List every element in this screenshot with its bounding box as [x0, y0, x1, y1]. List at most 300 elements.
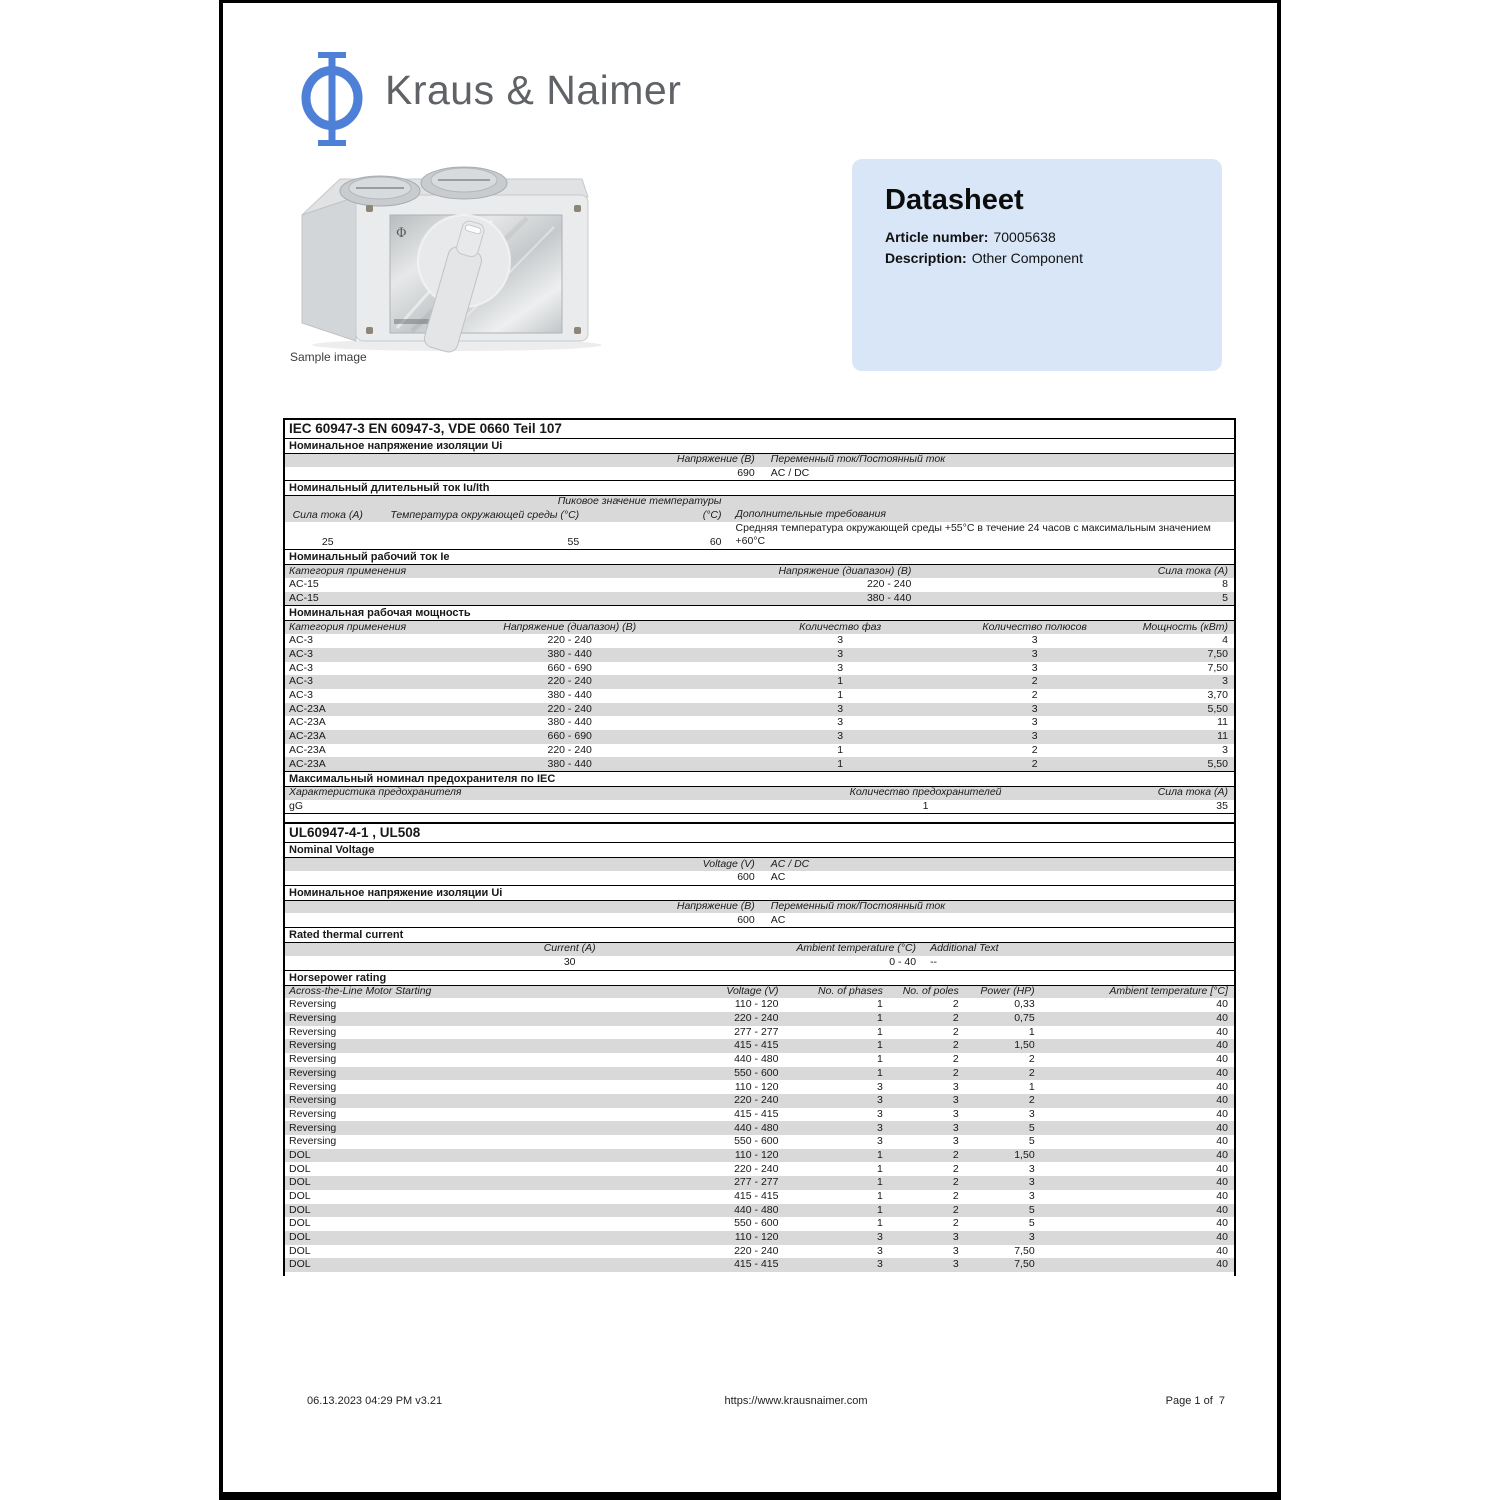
table-section-title: Nominal Voltage — [285, 842, 1234, 857]
table-cell: 3 — [1031, 648, 1038, 660]
table-cell: DOL — [289, 1176, 311, 1189]
table-cell: Reversing — [289, 1135, 337, 1148]
table-data-row — [285, 648, 1234, 662]
table-data-row — [285, 1039, 1234, 1053]
table-cell: 5 — [1028, 1217, 1035, 1230]
table-section-title: Максимальный номинал предохранителя по IEC — [285, 771, 1234, 786]
table-cell: Напряжение (диапазон) (В) — [778, 564, 912, 577]
table-cell: 5,50 — [1207, 757, 1228, 770]
table-cell: 3 — [952, 1121, 959, 1134]
table-data-row — [285, 592, 1234, 606]
table-cell: Reversing — [289, 1053, 337, 1066]
table-data-row — [285, 998, 1234, 1012]
table-cell: 2 — [1028, 1053, 1035, 1066]
table-column-header-row — [285, 985, 1234, 999]
table-cell: Ambient temperature (°C) — [796, 942, 917, 955]
table-cell: 1 — [877, 1217, 883, 1230]
table-section-title: Horsepower rating — [285, 970, 1234, 985]
table-cell: 2 — [952, 1176, 959, 1189]
table-cell: 0 - 40 — [889, 956, 917, 968]
table-cell: Power (HP) — [980, 984, 1035, 997]
table-cell: 220 - 240 — [547, 634, 592, 647]
table-section-title: Номинальное напряжение изоляции Ui — [285, 885, 1234, 900]
table-cell: Дополнительные требования — [735, 508, 886, 521]
table-cell: 2 — [1028, 1094, 1035, 1107]
table-column-header-row — [285, 786, 1234, 800]
table-cell: 3 — [877, 1094, 883, 1107]
table-cell: 1,50 — [1014, 1039, 1035, 1052]
table-cell: 3 — [1222, 743, 1228, 756]
table-cell: Пиковое значение температуры — [557, 494, 722, 507]
table-cell: DOL — [289, 1203, 311, 1216]
table-cell: 3 — [1028, 1162, 1035, 1175]
table-cell: 550 - 600 — [734, 1217, 779, 1230]
table-cell: 380 - 440 — [547, 757, 592, 770]
table-cell: 600 — [737, 913, 755, 926]
table-data-row — [285, 467, 1234, 481]
table-column-header-row — [285, 942, 1234, 956]
table-cell: 30 — [563, 956, 576, 968]
table-section-title: Номинальное напряжение изоляции Ui — [285, 438, 1234, 453]
table-cell: 1 — [877, 1203, 883, 1216]
table-cell: (°С) — [702, 508, 722, 521]
table-cell: Количество полюсов — [982, 620, 1087, 633]
table-cell: 3 — [952, 1080, 959, 1093]
table-standard-header: IEC 60947-3 EN 60947-3, VDE 0660 Teil 107 — [285, 418, 1234, 438]
table-cell: Reversing — [289, 1121, 337, 1134]
table-cell: 3 — [1031, 730, 1038, 743]
table-cell: DOL — [289, 1148, 311, 1161]
table-data-row — [285, 800, 1234, 814]
table-cell: AC-15 — [289, 578, 319, 591]
table-cell: 1 — [1028, 1080, 1035, 1093]
table-cell: 3 — [952, 1231, 959, 1244]
table-cell: 3 — [877, 1258, 883, 1271]
table-cell: 3 — [1031, 702, 1038, 715]
table-cell: Reversing — [289, 1025, 337, 1038]
table-cell: 1 — [877, 998, 883, 1011]
table-cell: 3 — [1031, 661, 1038, 674]
table-cell: Voltage (V) — [726, 984, 779, 997]
table-cell: Reversing — [289, 1066, 337, 1079]
table-data-row — [285, 1080, 1234, 1094]
table-cell: 2 — [1031, 689, 1038, 702]
table-cell: 3 — [837, 730, 844, 743]
table-data-row — [285, 578, 1234, 592]
description-line — [885, 248, 1083, 269]
table-cell: 1 — [877, 1053, 883, 1066]
table-cell: 5,50 — [1207, 702, 1228, 715]
table-column-header-row — [285, 453, 1234, 467]
table-cell: 40 — [1216, 1162, 1228, 1175]
table-cell: 3 — [1028, 1176, 1035, 1189]
table-data-row — [285, 1108, 1234, 1122]
table-cell: Reversing — [289, 1107, 337, 1120]
table-cell: No. of poles — [902, 984, 959, 997]
table-cell: Сила тока (А) — [1157, 564, 1228, 577]
table-cell: Reversing — [289, 1080, 337, 1093]
table-cell: 2 — [1031, 675, 1038, 688]
table-cell: 40 — [1216, 1217, 1228, 1230]
table-cell: 7,50 — [1014, 1244, 1035, 1257]
table-data-row — [285, 1012, 1234, 1026]
table-cell: AC / DC — [770, 857, 810, 870]
table-cell: 2 — [952, 1203, 959, 1216]
table-cell: 380 - 440 — [547, 648, 592, 660]
table-cell: 3 — [877, 1231, 883, 1244]
table-cell: 5 — [1028, 1121, 1035, 1134]
table-data-row — [285, 1245, 1234, 1259]
table-cell: 110 - 120 — [734, 998, 779, 1011]
table-cell: 40 — [1216, 1039, 1228, 1052]
table-cell: AC-3 — [289, 675, 313, 688]
table-data-row — [285, 662, 1234, 676]
table-cell: 3 — [952, 1135, 959, 1148]
table-cell: 40 — [1216, 1231, 1228, 1244]
table-cell: AC — [770, 871, 786, 884]
table-cell: Характеристика предохранителя — [289, 786, 462, 799]
table-cell: 110 - 120 — [734, 1231, 779, 1244]
table-data-row — [285, 1231, 1234, 1245]
table-cell: 380 - 440 — [547, 689, 592, 702]
table-data-row — [285, 1204, 1234, 1218]
table-cell: 7,50 — [1207, 648, 1228, 660]
table-cell: 25 — [321, 535, 334, 548]
table-cell: 110 - 120 — [734, 1080, 779, 1093]
table-cell: 1 — [877, 1190, 883, 1202]
table-cell: 1 — [837, 757, 844, 770]
footer-url-link[interactable]: https://www.krausnaimer.com — [724, 1395, 868, 1407]
table-cell: 8 — [1222, 578, 1228, 591]
card-title: Datasheet — [885, 184, 1024, 216]
table-cell: 415 - 415 — [734, 1107, 779, 1120]
brand-name: Kraus & Naimer — [385, 67, 682, 113]
table-cell: 550 - 600 — [734, 1066, 779, 1079]
table-cell: 3 — [1031, 716, 1038, 729]
table-cell: 11 — [1217, 730, 1228, 743]
table-cell: DOL — [289, 1244, 311, 1257]
table-column-header-row — [285, 857, 1234, 871]
table-cell: 2 — [952, 1012, 959, 1025]
table-cell: 40 — [1216, 998, 1228, 1011]
table-cell: AC — [770, 913, 786, 926]
table-cell: DOL — [289, 1231, 311, 1244]
table-cell: Ambient temperature [°C] — [1109, 984, 1228, 997]
table-data-row — [285, 1258, 1234, 1272]
table-cell: 40 — [1216, 1190, 1228, 1202]
table-cell: Current (A) — [543, 942, 596, 955]
table-data-row — [285, 1026, 1234, 1040]
table-cell: 5 — [1028, 1203, 1035, 1216]
table-cell: 3 — [1028, 1231, 1035, 1244]
table-cell: DOL — [289, 1190, 311, 1202]
table-data-row — [285, 634, 1234, 648]
table-cell: 380 - 440 — [547, 716, 592, 729]
table-data-row — [285, 1149, 1234, 1163]
table-data-row — [285, 1176, 1234, 1190]
table-cell: 5 — [1028, 1135, 1035, 1148]
table-cell: AC-3 — [289, 634, 313, 647]
table-column-header-row — [285, 564, 1234, 578]
table-cell: 3 — [877, 1080, 883, 1093]
table-data-row — [285, 522, 1234, 549]
table-cell: Across-the-Line Motor Starting — [289, 984, 432, 997]
table-cell: Voltage (V) — [702, 857, 755, 870]
table-cell: 2 — [952, 1148, 959, 1161]
table-data-row — [285, 913, 1234, 927]
table-cell: AC-23A — [289, 702, 326, 715]
table-cell: 1 — [877, 1148, 883, 1161]
table-cell: 1 — [877, 1012, 883, 1025]
table-cell: Температура окружающей среды (°С) — [390, 508, 580, 521]
table-cell: 40 — [1216, 1244, 1228, 1257]
table-data-row — [285, 675, 1234, 689]
table-cell: 690 — [737, 466, 755, 479]
table-cell: 4 — [1222, 634, 1228, 647]
table-cell: 1 — [837, 689, 844, 702]
table-cell: 3 — [837, 648, 844, 660]
table-cell: AC-23A — [289, 757, 326, 770]
table-cell: Reversing — [289, 1094, 337, 1107]
table-cell: 220 - 240 — [734, 1012, 779, 1025]
table-cell: AC / DC — [770, 466, 810, 479]
table-cell: 2 — [1028, 1066, 1035, 1079]
table-section-title: Номинальная рабочая мощность — [285, 605, 1234, 620]
table-data-row — [285, 1190, 1234, 1204]
table-cell: 2 — [952, 1025, 959, 1038]
footer-date-version: 06.13.2023 04:29 PM v3.21 — [307, 1395, 443, 1407]
table-cell: 220 - 240 — [866, 578, 912, 591]
table-cell: 40 — [1216, 1107, 1228, 1120]
table-cell: 3 — [877, 1121, 883, 1134]
table-cell: 40 — [1216, 1258, 1228, 1271]
table-cell: 220 - 240 — [547, 743, 592, 756]
table-cell: Reversing — [289, 998, 337, 1011]
table-cell: 3 — [837, 716, 844, 729]
table-cell: Переменный ток/Постоянный ток — [770, 899, 946, 912]
table-cell: 1 — [877, 1162, 883, 1175]
table-section-title: Номинальный длительный ток Iu/Ith — [285, 480, 1234, 495]
table-cell: 3 — [877, 1244, 883, 1257]
table-standard-header: UL60947-4-1 , UL508 — [285, 822, 1234, 842]
table-column-header-row — [285, 495, 1234, 522]
table-cell: Средняя температура окружающей среды +55°С в течение 24 часов с максимальным значением +60°С — [735, 522, 1211, 548]
table-cell: 0,75 — [1014, 1012, 1035, 1025]
table-cell: Мощность (кВт) — [1142, 620, 1228, 633]
table-cell: Reversing — [289, 1012, 337, 1025]
table-cell: 1 — [922, 799, 929, 812]
table-cell: 440 - 480 — [734, 1203, 779, 1216]
table-cell: -- — [930, 956, 938, 968]
table-cell: 3 — [1028, 1107, 1035, 1120]
table-cell: 220 - 240 — [734, 1244, 779, 1257]
table-data-row — [285, 1162, 1234, 1176]
table-cell: 277 - 277 — [734, 1176, 779, 1189]
table-cell: Сила тока (А) — [292, 508, 363, 521]
product-photo — [292, 163, 642, 353]
table-cell: 3 — [837, 634, 844, 647]
table-cell: 40 — [1216, 1053, 1228, 1066]
table-data-row — [285, 1217, 1234, 1231]
table-cell: 7,50 — [1014, 1258, 1035, 1271]
table-cell: 3 — [877, 1107, 883, 1120]
table-cell: Reversing — [289, 1039, 337, 1052]
table-cell: 2 — [952, 1066, 959, 1079]
table-data-row — [285, 956, 1234, 970]
document-page — [219, 0, 1281, 1500]
table-cell: 3 — [952, 1107, 959, 1120]
table-data-row — [285, 744, 1234, 758]
datasheet-card — [852, 159, 1222, 371]
table-cell: 40 — [1216, 1066, 1228, 1079]
table-spacer — [285, 1272, 1234, 1276]
table-cell: 40 — [1216, 1012, 1228, 1025]
table-cell: 1 — [877, 1066, 883, 1079]
article-number-line — [885, 227, 1056, 248]
table-data-row — [285, 689, 1234, 703]
table-cell: Additional Text — [930, 942, 999, 955]
table-cell: 440 - 480 — [734, 1121, 779, 1134]
table-cell: 2 — [1031, 757, 1038, 770]
table-cell: 3,70 — [1207, 689, 1228, 702]
table-section-title: Номинальный рабочий ток Ie — [285, 549, 1234, 564]
spec-table — [283, 418, 1236, 1276]
table-cell: Напряжение (диапазон) (В) — [503, 620, 637, 633]
table-data-row — [285, 757, 1234, 771]
table-cell: 1 — [1028, 1025, 1035, 1038]
table-cell: 2 — [1031, 743, 1038, 756]
table-cell: 3 — [1222, 675, 1228, 688]
table-cell: AC-3 — [289, 661, 313, 674]
table-data-row — [285, 871, 1234, 885]
table-cell: 660 - 690 — [547, 730, 592, 743]
table-cell: Категория применения — [289, 620, 407, 633]
table-cell: 415 - 415 — [734, 1190, 779, 1202]
table-cell: 40 — [1216, 1080, 1228, 1093]
table-cell: 1 — [837, 675, 844, 688]
table-cell: 600 — [737, 871, 755, 884]
table-cell: Напряжение (В) — [676, 899, 755, 912]
table-cell: DOL — [289, 1217, 311, 1230]
table-cell: AC-23A — [289, 743, 326, 756]
table-cell: 3 — [952, 1258, 959, 1271]
table-cell: 220 - 240 — [547, 702, 592, 715]
table-cell: 3 — [952, 1094, 959, 1107]
table-cell: 220 - 240 — [734, 1094, 779, 1107]
article-number-label: Article number: — [885, 229, 989, 245]
table-cell: 380 - 440 — [866, 591, 912, 604]
table-cell: 40 — [1216, 1094, 1228, 1107]
table-cell: 40 — [1216, 1176, 1228, 1189]
table-cell: 35 — [1216, 799, 1228, 812]
table-cell: 60 — [709, 535, 722, 548]
table-cell: DOL — [289, 1162, 311, 1175]
article-number-value: 70005638 — [993, 229, 1056, 245]
table-cell: 2 — [952, 1039, 959, 1052]
table-section-title: Rated thermal current — [285, 927, 1234, 942]
table-data-row — [285, 1121, 1234, 1135]
table-cell: 11 — [1217, 716, 1228, 729]
table-cell: 660 - 690 — [547, 661, 592, 674]
table-data-row — [285, 703, 1234, 717]
table-cell: 2 — [952, 1217, 959, 1230]
table-cell: 277 - 277 — [734, 1025, 779, 1038]
table-data-row — [285, 1067, 1234, 1081]
table-cell: 3 — [837, 702, 844, 715]
table-cell: 40 — [1216, 1148, 1228, 1161]
table-cell: DOL — [289, 1258, 311, 1271]
table-cell: 3 — [877, 1135, 883, 1148]
table-cell: 55 — [567, 535, 580, 548]
table-cell: 2 — [952, 998, 959, 1011]
table-cell: 40 — [1216, 1025, 1228, 1038]
table-column-header-row — [285, 620, 1234, 634]
table-cell: 40 — [1216, 1135, 1228, 1148]
table-cell: 440 - 480 — [734, 1053, 779, 1066]
table-cell: 40 — [1216, 1203, 1228, 1216]
table-data-row — [285, 1053, 1234, 1067]
footer-page-number: Page 1 of 7 — [1165, 1395, 1225, 1407]
table-cell: 220 - 240 — [547, 675, 592, 688]
table-cell: 40 — [1216, 1121, 1228, 1134]
table-column-header-row — [285, 900, 1234, 914]
table-cell: 1 — [877, 1025, 883, 1038]
table-cell: 2 — [952, 1162, 959, 1175]
table-cell: 1 — [877, 1176, 883, 1189]
table-cell: Сила тока (А) — [1157, 786, 1228, 799]
table-cell: 3 — [1031, 634, 1038, 647]
table-cell: AC-15 — [289, 591, 319, 604]
table-cell: 3 — [952, 1244, 959, 1257]
table-cell: 1 — [877, 1039, 883, 1052]
table-data-row — [285, 716, 1234, 730]
svg-text:Φ: Φ — [396, 226, 407, 241]
table-cell: 5 — [1222, 591, 1228, 604]
table-cell: 3 — [837, 661, 844, 674]
table-spacer — [285, 813, 1234, 822]
table-cell: 2 — [952, 1053, 959, 1066]
table-cell: AC-3 — [289, 689, 313, 702]
table-cell: gG — [289, 799, 304, 812]
table-cell: 1 — [837, 743, 844, 756]
table-cell: 415 - 415 — [734, 1258, 779, 1271]
table-cell: Переменный ток/Постоянный ток — [770, 453, 946, 466]
table-data-row — [285, 1094, 1234, 1108]
phi-icon — [300, 52, 364, 148]
table-cell: 550 - 600 — [734, 1135, 779, 1148]
table-cell: 7,50 — [1207, 661, 1228, 674]
table-cell: 415 - 415 — [734, 1039, 779, 1052]
description-value: Other Component — [971, 250, 1083, 266]
kraus-naimer-logo — [300, 52, 364, 148]
description-label: Description: — [885, 250, 967, 266]
table-cell: Количество фаз — [799, 620, 882, 633]
table-cell: 110 - 120 — [734, 1148, 779, 1161]
table-cell: AC-23A — [289, 730, 326, 743]
table-cell: 0,33 — [1014, 998, 1035, 1011]
table-data-row — [285, 730, 1234, 744]
table-cell: No. of phases — [818, 984, 883, 997]
table-cell: AC-23A — [289, 716, 326, 729]
table-cell: 220 - 240 — [734, 1162, 779, 1175]
table-cell: 1,50 — [1014, 1148, 1035, 1161]
table-data-row — [285, 1135, 1234, 1149]
table-cell: Категория применения — [289, 564, 407, 577]
table-cell: 2 — [952, 1190, 959, 1202]
table-cell: AC-3 — [289, 648, 313, 660]
table-cell: 3 — [1028, 1190, 1035, 1202]
table-cell: Напряжение (В) — [676, 453, 755, 466]
